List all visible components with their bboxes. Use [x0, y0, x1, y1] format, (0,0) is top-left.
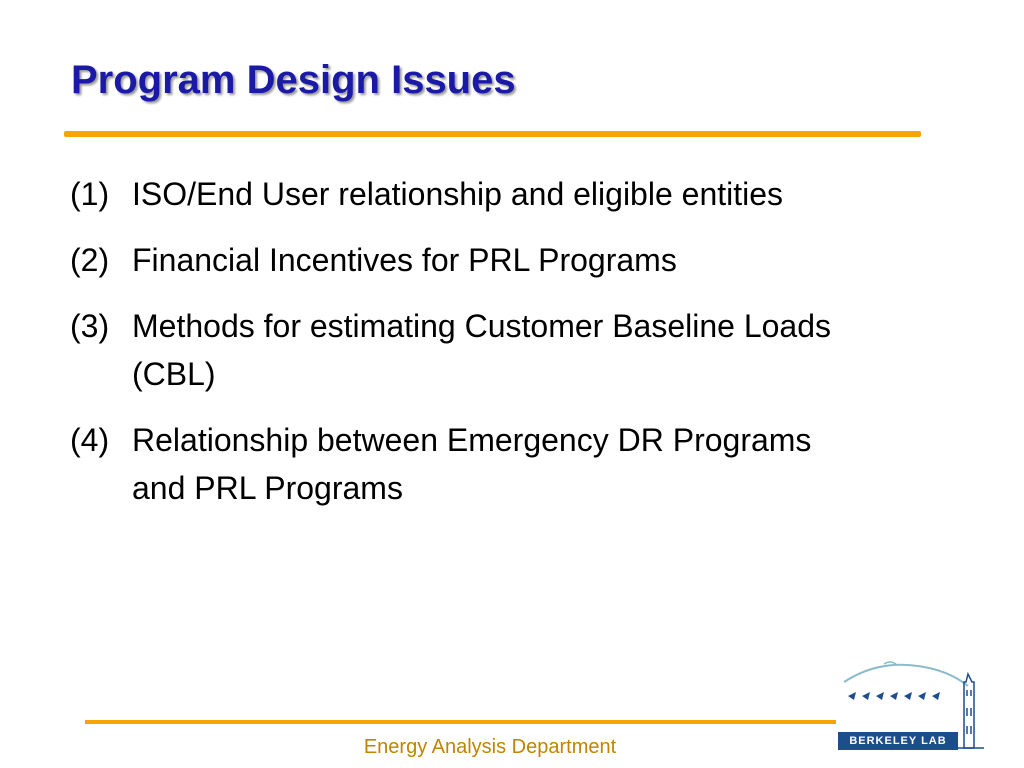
footer-divider — [85, 720, 836, 724]
list-item — [70, 170, 850, 218]
item-number: (1) — [70, 176, 110, 212]
list-item — [70, 416, 850, 512]
item-text: Methods for estimating Customer Baseline Loads (CBL) — [132, 308, 832, 392]
slide-title: Program Design Issues — [71, 58, 516, 102]
title-divider — [64, 131, 921, 137]
berkeley-lab-logo — [838, 652, 998, 752]
list-item — [70, 236, 850, 284]
list-item — [70, 302, 850, 398]
item-text: ISO/End User relationship and eligible entities — [132, 176, 784, 212]
item-number: (4) — [70, 422, 110, 458]
item-text: Relationship between Emergency DR Programs and PRL Programs — [132, 422, 812, 506]
issue-list — [70, 170, 850, 530]
logo-label: BERKELEY LAB — [849, 735, 947, 747]
item-text: Financial Incentives for PRL Programs — [132, 242, 677, 278]
item-number: (3) — [70, 308, 110, 344]
footer-text: Energy Analysis Department — [363, 736, 617, 758]
item-number: (2) — [70, 242, 110, 278]
